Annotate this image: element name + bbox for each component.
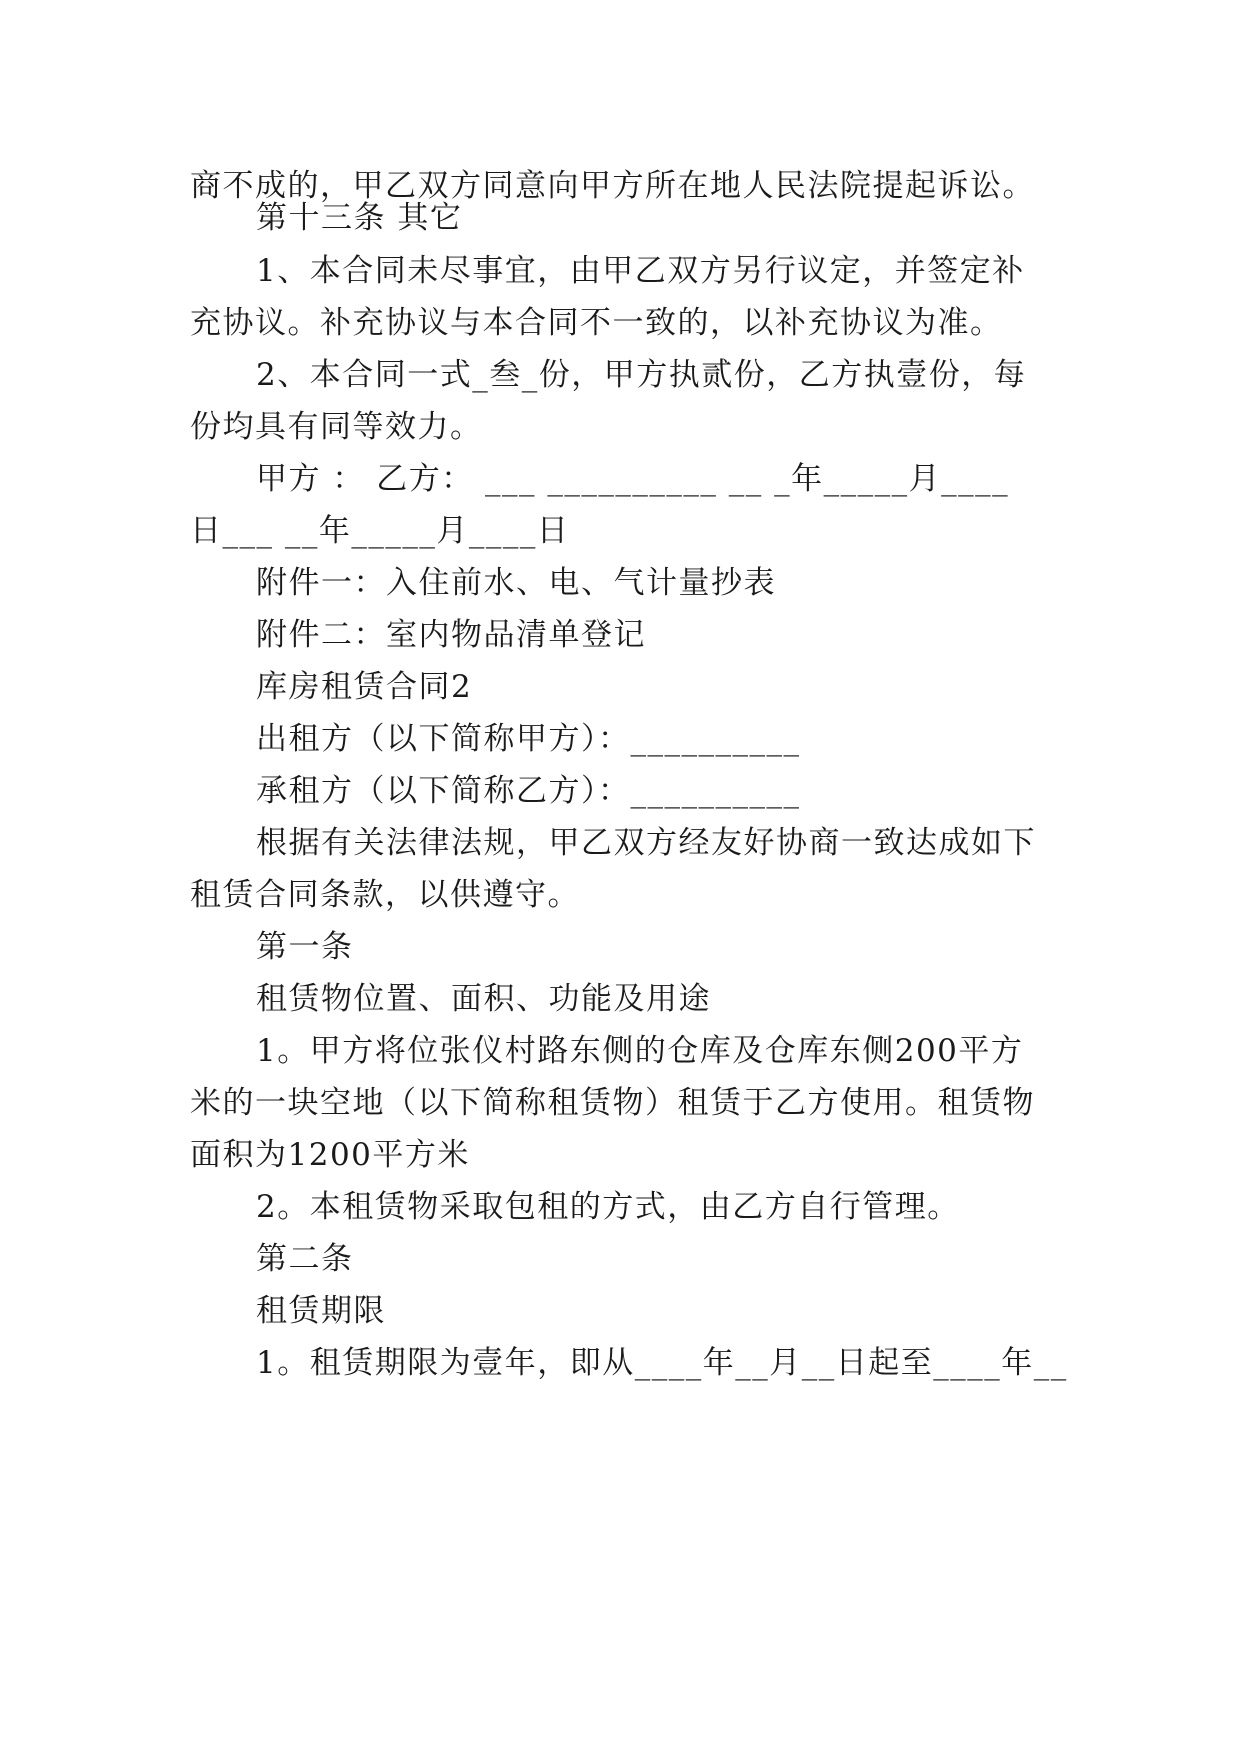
contract-title: 库房租赁合同2 (256, 669, 473, 705)
signature-line: 甲方 ： 乙方： ___ __________ __ _年_____月____ (256, 461, 1010, 497)
text-line: 充协议。补充协议与本合同不一致的，以补充协议为准。 (190, 305, 1003, 341)
text-line: 根据有关法律法规，甲乙双方经友好协商一致达成如下 (256, 825, 1036, 861)
text-line: 米的一块空地（以下简称租赁物）租赁于乙方使用。租赁物 (190, 1085, 1035, 1121)
section-subheading: 租赁期限 (256, 1293, 386, 1329)
section-subheading: 租赁物位置、面积、功能及用途 (256, 981, 711, 1017)
attachment-line: 附件二：室内物品清单登记 (256, 617, 646, 653)
text-line: 租赁合同条款，以供遵守。 (190, 877, 580, 913)
section-heading: 第二条 (256, 1241, 354, 1277)
section-heading: 第十三条 其它 (256, 200, 463, 236)
text-line: 份均具有同等效力。 (190, 409, 483, 445)
party-line: 承租方（以下简称乙方）：__________ (256, 773, 801, 809)
text-line: 2、本合同一式_叁_份，甲方执贰份，乙方执壹份，每 (256, 357, 1027, 393)
signature-line: 日___ __年_____月____日 (190, 513, 570, 549)
section-heading: 第一条 (256, 929, 354, 965)
text-line: 面积为1200平方米 (190, 1137, 470, 1173)
text-line: 1、本合同未尽事宜，由甲乙双方另行议定，并签定补 (256, 253, 1025, 289)
party-line: 出租方（以下简称甲方）：__________ (256, 721, 801, 757)
text-line: 2。本租赁物采取包租的方式，由乙方自行管理。 (256, 1189, 960, 1225)
text-line: 商不成的，甲乙双方同意向甲方所在地人民法院提起诉讼。 (190, 168, 1035, 204)
text-line: 1。甲方将位张仪村路东侧的仓库及仓库东侧200平方 (256, 1033, 1024, 1069)
text-line: 1。租赁期限为壹年，即从____年__月__日起至____年__ (256, 1345, 1068, 1381)
attachment-line: 附件一：入住前水、电、气计量抄表 (256, 565, 776, 601)
